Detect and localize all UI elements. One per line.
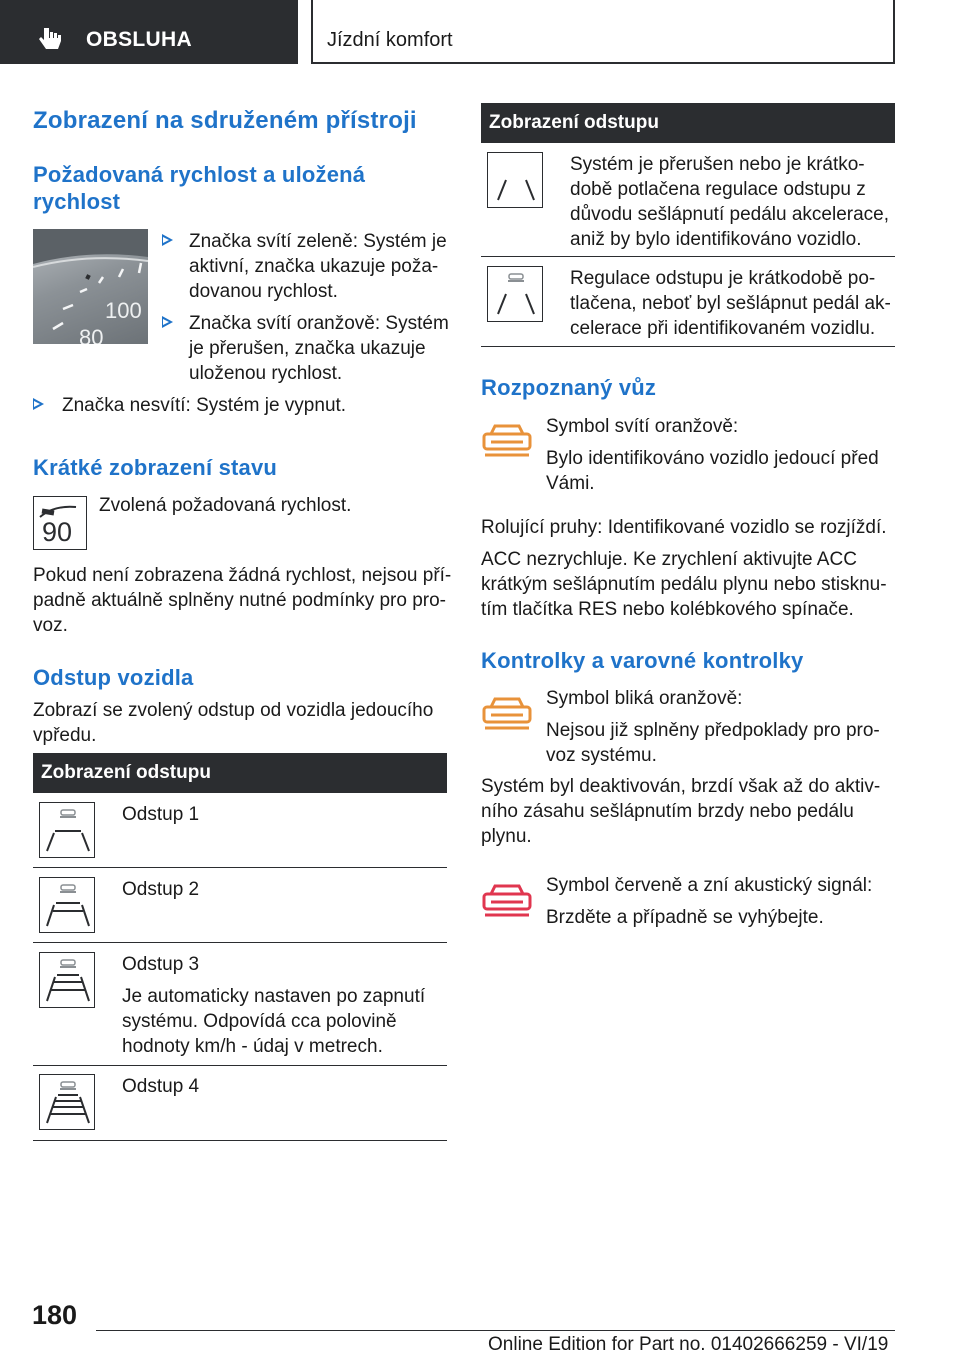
bullet-triangle-icon xyxy=(33,398,44,410)
deactivated-paragraph xyxy=(481,774,901,849)
paragraph-line: vpředu. xyxy=(33,725,97,746)
distance-heading: Odstup vozidla xyxy=(33,665,194,690)
distance-3-label: Odstup 3 xyxy=(122,954,200,975)
warning-lights-heading: Kontrolky a varovné kontrolky xyxy=(481,648,804,673)
suppressed-vehicle-text xyxy=(570,266,900,341)
paragraph-line: Brzděte a případně se vyhýbejte. xyxy=(546,907,824,928)
bullet-triangle-icon xyxy=(162,234,173,246)
distance-1-label: Odstup 1 xyxy=(122,804,200,825)
edition-text: Online Edition for Part no. 01402666259 - VI/19 xyxy=(488,1334,889,1355)
paragraph-line: Symbol svítí oranžově: xyxy=(546,416,739,437)
set-speed-icon xyxy=(33,496,87,550)
row-divider xyxy=(481,256,895,257)
gauge-number-80: 80 xyxy=(79,325,104,344)
cell-line: celerace při identifikovaném vozidlu. xyxy=(570,318,876,339)
suppressed-no-vehicle-text xyxy=(570,152,900,252)
paragraph-line: Systém byl deaktivován, brzdí však až do aktiv‐ xyxy=(481,776,881,797)
paragraph-line: Nejsou již splněny předpoklady pro pro‐ xyxy=(546,720,880,741)
paragraph-line: tím tlačítka RES nebo kolébkového spínače. xyxy=(481,599,854,620)
hand-pointer-icon xyxy=(38,26,66,54)
distance-3-icon xyxy=(39,952,95,1008)
distance-table-header: Zobrazení odstupu xyxy=(33,753,447,793)
section-label: OBSLUHA xyxy=(86,28,192,51)
list-item xyxy=(162,311,452,386)
row-divider xyxy=(481,346,895,347)
bullet-text: je přerušen, značka ukazuje xyxy=(189,338,426,359)
gauge-number-100: 100 xyxy=(105,298,142,323)
suppression-table-header: Zobrazení odstupu xyxy=(481,103,895,143)
list-item xyxy=(33,393,447,418)
speed-heading-line-2: rychlost xyxy=(33,189,121,214)
bullet-text: uloženou rychlost. xyxy=(189,363,343,384)
row-divider xyxy=(33,942,447,943)
cell-line: Regulace odstupu je krátkodobě po‐ xyxy=(570,268,876,289)
acc-paragraph xyxy=(481,547,901,622)
distance-3-desc: hodnoty km/h - údaj v metrech. xyxy=(122,1036,383,1057)
row-divider xyxy=(33,867,447,868)
paragraph-line: Pokud není zobrazena žádná rychlost, nejsou pří‐ xyxy=(33,565,452,586)
paragraph-line: voz. xyxy=(33,615,68,636)
paragraph-line: Symbol bliká oranžově: xyxy=(546,688,743,709)
bullet-text: Značka svítí oranžově: Systém xyxy=(189,313,449,334)
paragraph-line: padně aktuálně splněny nutné podmínky pro pro‐ xyxy=(33,590,446,611)
paragraph-line: Vámi. xyxy=(546,473,595,494)
row-divider xyxy=(33,1140,447,1141)
short-status-text: Zvolená požadovaná rychlost. xyxy=(99,495,352,516)
speed-heading-line-1: Požadovaná rychlost a uložená xyxy=(33,162,366,187)
paragraph-line: voz systému. xyxy=(546,745,657,766)
distance-4-icon xyxy=(39,1074,95,1130)
row-divider xyxy=(33,1065,447,1066)
cell-line: aniž by bylo identifikováno vozidlo. xyxy=(570,229,862,250)
paragraph-line: ního zásahu sešlápnutím brzdy nebo pedálu xyxy=(481,801,854,822)
distance-3-desc: Je automaticky nastaven po zapnutí xyxy=(122,986,426,1007)
paragraph-line: Zobrazí se zvolený odstup od vozidla jedoucího xyxy=(33,700,434,721)
paragraph-line: plynu. xyxy=(481,826,532,847)
section-tab xyxy=(0,0,298,64)
blink-text xyxy=(546,686,896,768)
bullet-text: Značka nesvítí: Systém je vypnut. xyxy=(62,395,347,416)
rolling-lanes-text: Rolující pruhy: Identifikované vozidlo se rozjíždí. xyxy=(481,517,887,538)
paragraph-line: Bylo identifikováno vozidlo jedoucí před xyxy=(546,448,879,469)
list-item xyxy=(162,229,452,304)
distance-1-icon xyxy=(39,802,95,858)
recognized-text xyxy=(546,414,896,496)
suppressed-vehicle-icon xyxy=(487,266,543,322)
chapter-label: Jízdní komfort xyxy=(327,29,453,51)
car-orange-icon xyxy=(481,422,533,462)
distance-3-desc: systému. Odpovídá cca polovině xyxy=(122,1011,397,1032)
chapter-tab xyxy=(311,0,895,64)
page-title: Zobrazení na sdruženém přístroji xyxy=(33,107,417,134)
cell-line: důvodu sešlápnutí pedálu akcelerace, xyxy=(570,204,890,225)
set-speed-value: 90 xyxy=(42,517,73,547)
distance-2-icon xyxy=(39,877,95,933)
no-speed-paragraph xyxy=(33,563,453,638)
page-number: 180 xyxy=(32,1300,78,1330)
distance-4-label: Odstup 4 xyxy=(122,1076,200,1097)
paragraph-line: krátkým sešlápnutím pedálu plynu nebo stisknu‐ xyxy=(481,574,887,595)
cell-line: době potlačena regulace odstupu z xyxy=(570,179,866,200)
suppressed-no-vehicle-icon xyxy=(487,152,543,208)
short-status-heading: Krátké zobrazení stavu xyxy=(33,455,278,480)
cell-line: tlačena, neboť byl sešlápnut pedál ak‐ xyxy=(570,293,891,314)
bullet-text: Značka svítí zeleně: Systém je xyxy=(189,231,447,252)
footer-divider xyxy=(96,1330,895,1331)
cell-line: Systém je přerušen nebo je krátko‐ xyxy=(570,154,865,175)
recognized-heading: Rozpoznaný vůz xyxy=(481,375,657,400)
car-red-icon xyxy=(481,882,533,922)
bullet-triangle-icon xyxy=(162,316,173,328)
paragraph-line: Symbol červeně a zní akustický signál: xyxy=(546,875,873,896)
distance-paragraph xyxy=(33,698,453,748)
bullet-text: dovanou rychlost. xyxy=(189,281,338,302)
distance-3-cell xyxy=(122,952,442,1059)
speedometer-image xyxy=(33,229,148,344)
car-orange-blink-icon xyxy=(481,695,533,735)
bullet-text: aktivní, značka ukazuje poža‐ xyxy=(189,256,439,277)
red-warning-text xyxy=(546,873,896,930)
distance-2-label: Odstup 2 xyxy=(122,879,200,900)
paragraph-line: ACC nezrychluje. Ke zrychlení aktivujte ACC xyxy=(481,549,857,570)
